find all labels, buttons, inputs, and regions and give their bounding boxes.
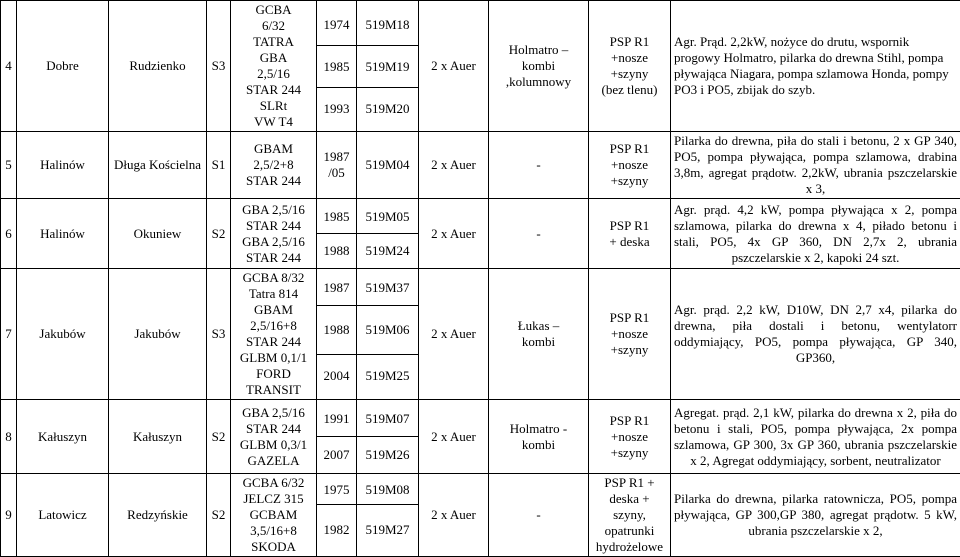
psp-cell [589, 1, 671, 132]
vehicle-line: GBA 2,5/16 [234, 202, 313, 218]
vehicle-line: GLBM 0,1/1 [234, 350, 313, 366]
vehicle-line: VW T4 [234, 114, 313, 130]
class-cell: S1 [207, 132, 231, 199]
reg-value: 519M27 [360, 505, 415, 555]
hydraulics-line: kombi [492, 437, 585, 453]
vehicle-line: GBA 2,5/16 [234, 405, 313, 421]
reg-value: 519M37 [357, 271, 418, 306]
regs-cell [357, 199, 419, 269]
equipment-cell: Agregat. prąd. 2,1 kW, pilarka do drewna x 2, piła do betonu i stali, PO5, pompa pływająca, 2x pompa szlamowa, GP 300, 3x GP 360, ubrania pszczelarskie x 2, Agregat oddymiający, sorbent, neutralizator [671, 400, 960, 474]
year-value: 2004 [320, 355, 353, 397]
reg-value: 519M20 [360, 88, 415, 129]
table-row [1, 474, 960, 557]
hydraulics-cell: - [489, 199, 589, 269]
table-row [1, 199, 960, 269]
row-number: 6 [1, 199, 17, 269]
reg-value: 519M26 [360, 437, 415, 472]
vehicle-line: 2,5/16+8 [234, 318, 313, 334]
year-value: 1988 [320, 234, 353, 267]
psp-line: +nosze [592, 157, 667, 173]
year-value: 1982 [320, 505, 353, 555]
auer-cell: 2 x Auer [419, 269, 489, 400]
city-cell: Latowicz [17, 474, 109, 557]
year-value: 1975 [317, 476, 356, 505]
hydraulics-line: kombi [492, 334, 585, 350]
equipment-cell: Agr. prąd. 4,2 kW, pompa pływająca x 2, pompa szlamowa, pilarka do drewna x 4, piłado betonu i stali, PO5, 4x GP 360, DN 2,7x 2, ubrania pszczelarskie x 2, kapoki 24 szt. [671, 199, 960, 269]
vehicle-line: 2,5/16 [234, 66, 313, 82]
vehicles-cell [231, 199, 317, 269]
year-value: 1985 [317, 200, 356, 234]
vehicle-line: Tatra 814 [234, 286, 313, 302]
psp-line: PSP R1 [592, 413, 667, 429]
unit-cell: Jakubów [109, 269, 207, 400]
psp-line: PSP R1 [592, 310, 667, 326]
unit-cell: Rudzienko [109, 1, 207, 132]
vehicle-line: SKODA [234, 539, 313, 555]
reg-value: 519M08 [357, 476, 418, 505]
hydraulics-cell [489, 269, 589, 400]
reg-value: 519M05 [357, 200, 418, 234]
table-row [1, 400, 960, 474]
unit-cell: Długa Kościelna [109, 132, 207, 199]
auer-cell: 2 x Auer [419, 199, 489, 269]
vehicle-line: GLBM 0,3/1 [234, 437, 313, 453]
vehicle-line: TATRA [234, 34, 313, 50]
psp-cell [589, 132, 671, 199]
vehicle-line: STAR 244 [234, 250, 313, 266]
vehicle-line: FORD [234, 366, 313, 382]
equipment-cell: Agr. prąd. 2,2 kW, D10W, DN 2,7 x4, pilarka do drewna, piła dostali i betonu, wentylatorr oddymiający, PO5, pompa pływająca, GP 340, GP360, [671, 269, 960, 400]
psp-line: PSP R1 [592, 34, 667, 50]
row-number: 8 [1, 400, 17, 474]
year-value: 1987 [317, 271, 356, 306]
vehicle-line: STAR 244 [234, 173, 313, 189]
row-number: 9 [1, 474, 17, 557]
regs-cell: 519M04 [357, 132, 419, 199]
psp-line: +nosze [592, 50, 667, 66]
hydraulics-cell [489, 400, 589, 474]
year-value: 1974 [317, 4, 356, 46]
years-cell [317, 199, 357, 269]
regs-cell [357, 400, 419, 474]
auer-cell: 2 x Auer [419, 474, 489, 557]
psp-line: +szyny [592, 66, 667, 82]
city-cell: Dobre [17, 1, 109, 132]
vehicle-line: GCBA [234, 2, 313, 18]
psp-line: deska + szyny, opatrunki [592, 491, 667, 539]
city-cell: Jakubów [17, 269, 109, 400]
reg-value: 519M24 [360, 234, 415, 267]
psp-cell [589, 199, 671, 269]
years-cell: 1987 /05 [317, 132, 357, 199]
year-value: 1985 [317, 46, 356, 88]
hydraulics-line: Holmatro – [492, 42, 585, 58]
regs-cell [357, 1, 419, 132]
regs-cell [357, 474, 419, 557]
hydraulics-line: kombi [492, 58, 585, 74]
vehicle-line: 2,5/2+8 [234, 157, 313, 173]
unit-cell: Kałuszyn [109, 400, 207, 474]
vehicles-cell [231, 1, 317, 132]
regs-cell [357, 269, 419, 400]
psp-line: +szyny [592, 445, 667, 461]
psp-line: +nosze [592, 326, 667, 342]
psp-line: +szyny [592, 173, 667, 189]
vehicle-line: GCBAM [234, 507, 313, 523]
city-cell: Kałuszyn [17, 400, 109, 474]
vehicle-line: STAR 244 [234, 218, 313, 234]
vehicle-line: GAZELA [234, 453, 313, 469]
table-row [1, 1, 960, 132]
vehicle-line: 6/32 [234, 18, 313, 34]
psp-line: +nosze [592, 429, 667, 445]
equipment-cell: Pilarka do drewna, piła do stali i betonu, 2 x GP 340, PO5, pompa pływająca, pompa szlamowa, drabina 3,8m, agregat prądotw. 2,2kW, ubrania pszczelarskie x 3, [671, 132, 960, 199]
psp-line: hydrożelowe [592, 539, 667, 555]
vehicles-cell [231, 474, 317, 557]
psp-cell [589, 474, 671, 557]
vehicle-line: 3,5/16+8 [234, 523, 313, 539]
class-cell: S3 [207, 269, 231, 400]
psp-line: (bez tlenu) [592, 82, 667, 98]
vehicle-line: TRANSIT [234, 382, 313, 398]
vehicles-cell [231, 269, 317, 400]
city-cell: Halinów [17, 132, 109, 199]
year-value: 1993 [320, 88, 353, 129]
reg-value: 519M06 [357, 306, 418, 355]
hydraulics-cell: - [489, 474, 589, 557]
hydraulics-cell [489, 1, 589, 132]
vehicle-line: GCBA 8/32 [234, 270, 313, 286]
psp-line: + deska [592, 234, 667, 250]
table-row [1, 269, 960, 400]
unit-cell: Redzyńskie [109, 474, 207, 557]
vehicle-line: STAR 244 [234, 334, 313, 350]
vehicle-line: GCBA 6/32 [234, 475, 313, 491]
class-cell: S2 [207, 400, 231, 474]
reg-value: 519M07 [357, 401, 418, 437]
psp-line: +szyny [592, 342, 667, 358]
equipment-cell: Pilarka do drewna, pilarka ratownicza, PO5, pompa pływająca, GP 300,GP 380, agregat prądotw. 5 kW, ubrania pszczelarskie x 2, [671, 474, 960, 557]
psp-line: PSP R1 [592, 218, 667, 234]
reg-value: 519M18 [357, 4, 418, 46]
vehicle-line: GBAM [234, 302, 313, 318]
class-cell: S2 [207, 199, 231, 269]
vehicle-line: SLRt [234, 98, 313, 114]
hydraulics-line: ,kolumnowy [492, 74, 585, 90]
vehicle-line: GBA 2,5/16 [234, 234, 313, 250]
years-cell [317, 269, 357, 400]
vehicle-line: STAR 244 [234, 82, 313, 98]
hydraulics-cell: - [489, 132, 589, 199]
year-value: 1991 [317, 401, 356, 437]
psp-line: PSP R1 + [592, 475, 667, 491]
class-cell: S2 [207, 474, 231, 557]
vehicles-cell [231, 132, 317, 199]
reg-value: 519M19 [357, 46, 418, 88]
unit-cell: Okuniew [109, 199, 207, 269]
vehicle-line: JELCZ 315 [234, 491, 313, 507]
row-number: 7 [1, 269, 17, 400]
hydraulics-line: Holmatro - [492, 421, 585, 437]
psp-line: PSP R1 [592, 141, 667, 157]
year-value: 1988 [317, 306, 356, 355]
vehicles-cell [231, 400, 317, 474]
psp-cell [589, 400, 671, 474]
hydraulics-line: Łukas – [492, 318, 585, 334]
row-number: 4 [1, 1, 17, 132]
row-number: 5 [1, 132, 17, 199]
vehicle-line: STAR 244 [234, 421, 313, 437]
vehicle-line: GBAM [234, 141, 313, 157]
vehicle-line: GBA [234, 50, 313, 66]
equipment-cell: Agr. Prąd. 2,2kW, nożyce do drutu, wspornik progowy Holmatro, pilarka do drewna Stihl, pompa pływająca Niagara, pompa szlamowa Honda, pompy PO3 i PO5, zbijak do szyb. [671, 1, 960, 132]
auer-cell: 2 x Auer [419, 400, 489, 474]
psp-cell [589, 269, 671, 400]
city-cell: Halinów [17, 199, 109, 269]
auer-cell: 2 x Auer [419, 1, 489, 132]
years-cell [317, 474, 357, 557]
table-row [1, 132, 960, 199]
reg-value: 519M25 [360, 355, 415, 397]
years-cell [317, 1, 357, 132]
years-cell [317, 400, 357, 474]
auer-cell: 2 x Auer [419, 132, 489, 199]
year-value: 2007 [320, 437, 353, 472]
class-cell: S3 [207, 1, 231, 132]
